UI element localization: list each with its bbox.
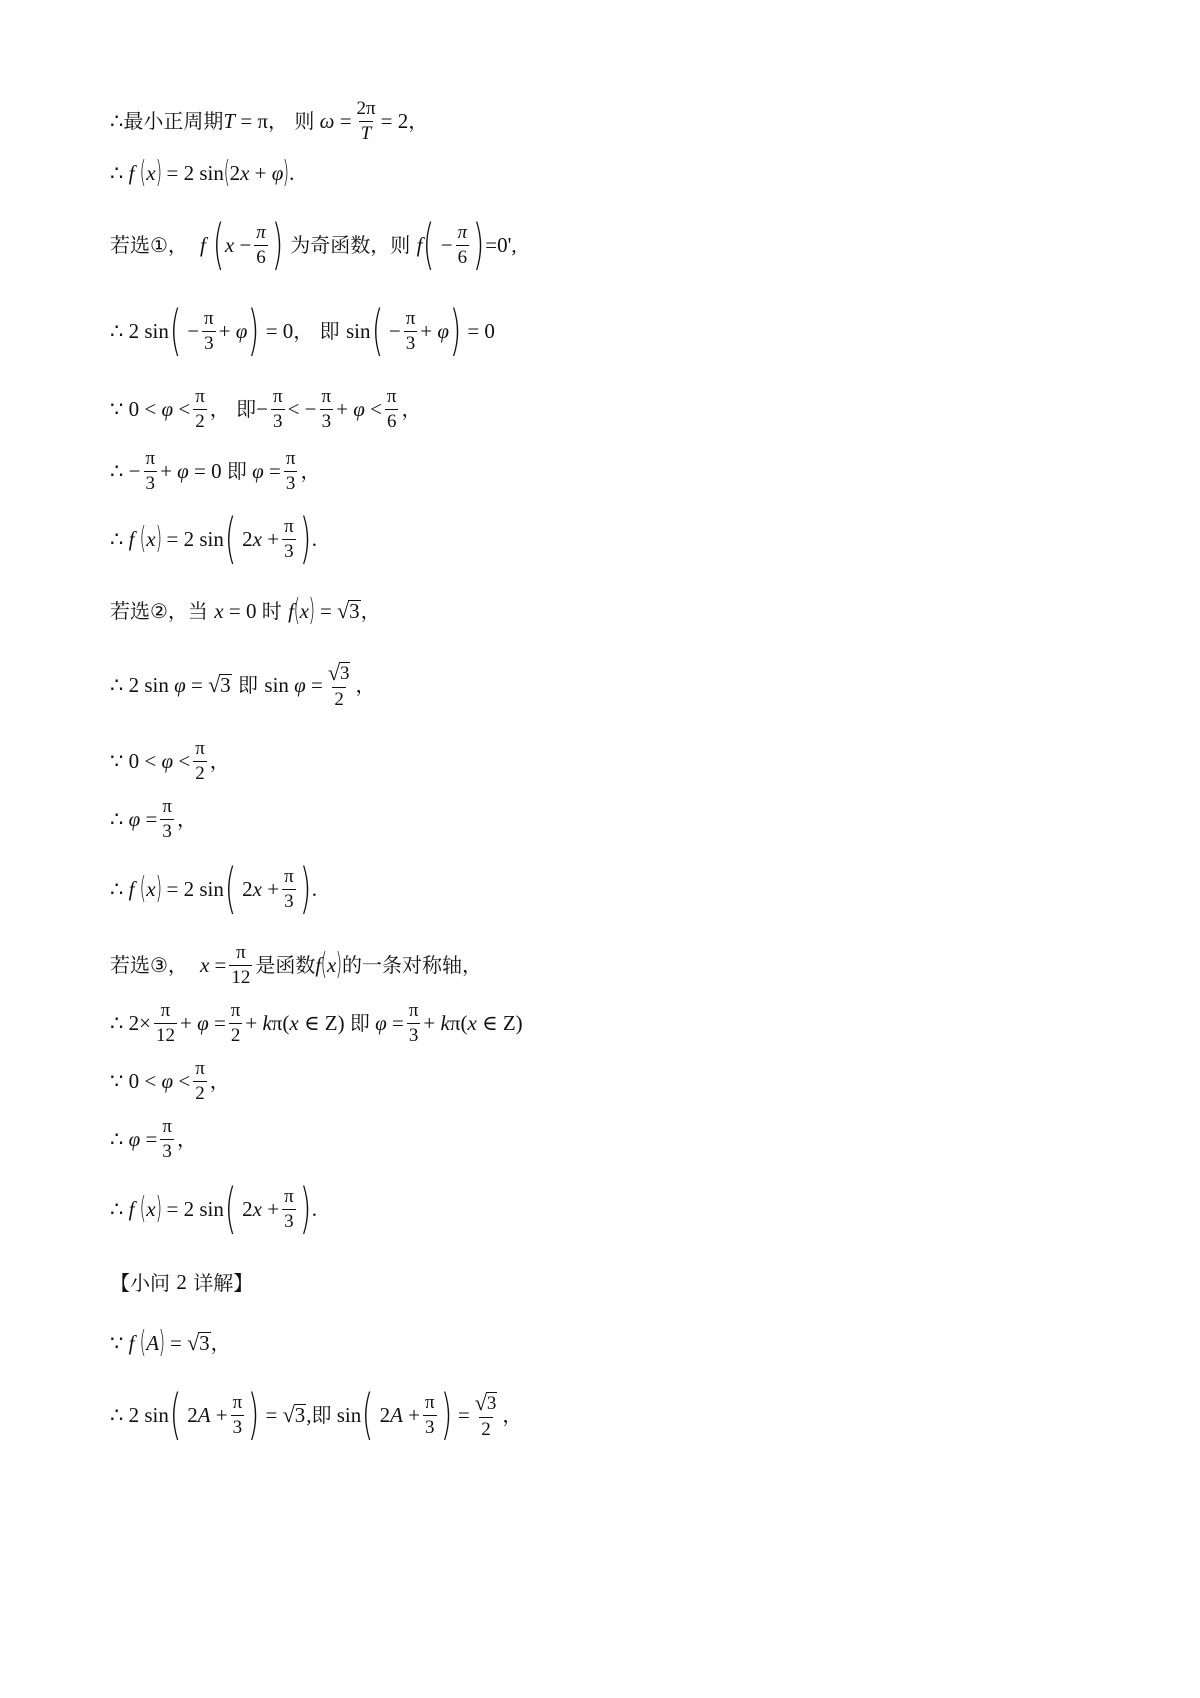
line-choice-1: 若选①， f ( x − $\frac{\pi}{6}$ ) 为奇函数，则 f ( − $\frac{\pi}{6}$ ) =0', xyxy=(110,213,517,276)
line-fa: ∵ f ( A ) = √ 3 ， xyxy=(110,1325,231,1360)
line-period: ∴ 最小正周期 T = π ， 则 ω = $\frac{2\pi}{T}$ = 2 ， xyxy=(110,98,429,144)
line-choice-3-result: ∴ f ( x ) = 2 sin ( 2 x + $\frac{\pi}{3}$ ) . xyxy=(110,1177,318,1240)
line-choice-3: 若选③， x = $\frac{\pi}{12}$ 是函数 f ( x ) 的一条对称轴， xyxy=(110,942,482,988)
line-choice-1-eq: ∴ 2 sin ( − $\frac{\pi}{3}$ + φ ) = 0 ， 即 sin ( − $\frac{\pi}{3}$ + φ ) = 0 xyxy=(110,299,495,362)
line-choice-1-phi: ∴ − $\frac{\pi}{3}$ + φ = 0 即 φ = $\frac{\pi}{3}$ ， xyxy=(110,448,321,494)
line-choice-3-range: ∵ 0 < φ < $\frac{\pi}{2}$ ， xyxy=(110,1058,230,1104)
section-heading-q2: 【小问 2 详解】 xyxy=(110,1270,254,1295)
line-choice-2-range: ∵ 0 < φ < $\frac{\pi}{2}$ ， xyxy=(110,738,230,784)
line-fa-eq: ∴ 2 sin ( 2 A + $\frac{\pi}{3}$ ) = √ 3 , 即 sin ( 2 A + $\frac{\pi}{3}$ ) = √ 3 2 ， xyxy=(110,1383,523,1446)
line-choice-2: 若选②，当 x = 0 时 f ( x ) = √ 3 ， xyxy=(110,593,381,628)
line-choice-2-eq: ∴ 2 sin φ = √ 3 即 sin φ = √ 3 2 ， xyxy=(110,660,376,710)
line-choice-1-result: ∴ f ( x ) = 2 sin ( 2 x + $\frac{\pi}{3}$ ) . xyxy=(110,507,318,570)
line-choice-3-eq: ∴ 2× $\frac{\pi}{12}$ + φ = $\frac{\pi}{2}$ + k π( x ∈ Z) 即 φ = $\frac{\pi}{3}$ + k π( x ∈ Z) xyxy=(110,1000,523,1046)
line-choice-2-result: ∴ f ( x ) = 2 sin ( 2 x + $\frac{\pi}{3}$ ) . xyxy=(110,857,318,920)
line-choice-3-phi: ∴ φ = $\frac{\pi}{3}$ ， xyxy=(110,1116,197,1162)
line-f-general: ∴ f ( x ) = 2 sin ( 2 x + φ ) . xyxy=(110,155,295,190)
line-choice-1-range: ∵ 0 < φ < $\frac{\pi}{2}$ ， 即 − $\frac{\pi}{3}$ < − $\frac{\pi}{3}$ + φ < $\frac{\pi}{6}$ ， xyxy=(110,386,422,432)
line-choice-2-phi: ∴ φ = $\frac{\pi}{3}$ ， xyxy=(110,796,197,842)
